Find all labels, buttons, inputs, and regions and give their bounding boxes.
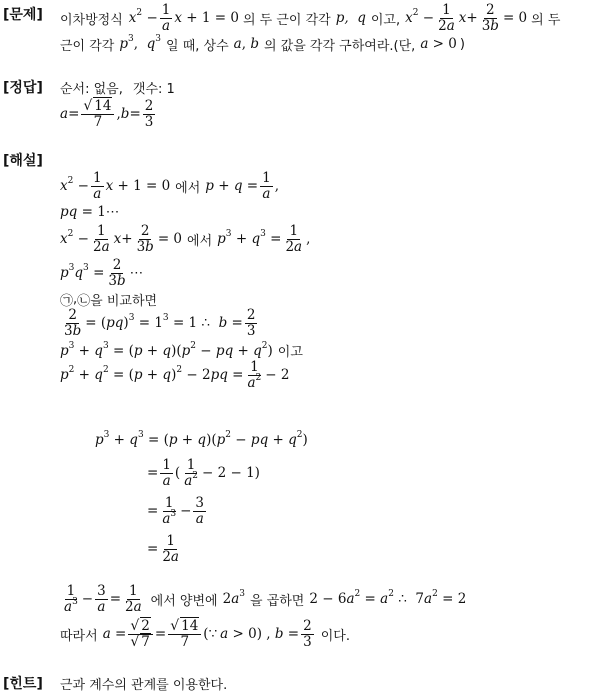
fraction: $\frac{2}{3}$ xyxy=(144,98,154,130)
fraction: $\frac{1}{2a}$ xyxy=(438,2,455,34)
math: $p^3$, $q^3$ xyxy=(119,34,162,52)
solution-text: 에서 양변에 xyxy=(150,593,218,609)
solution-line: $p^3q^3$ = $\frac{2}{3b}$ ⋯ xyxy=(60,257,144,289)
problem-text: 이고, xyxy=(370,12,401,28)
hint-text: 근과 계수의 관계를 이용한다. xyxy=(60,678,228,693)
circled-2: ㉡ xyxy=(77,294,91,309)
answer-line-1 xyxy=(60,78,175,97)
circled-1: ㉠ xyxy=(60,294,74,309)
solution-label: [해설] xyxy=(3,153,43,169)
math: a xyxy=(233,36,242,52)
answer-count: 갯수: 1 xyxy=(132,82,175,97)
math: x xyxy=(458,10,467,26)
answer-line-2: a = $\frac{√ 14}{7}$ , b = $\frac{2}{3}$ xyxy=(60,98,154,130)
problem-text: 의 두 근이 각각 xyxy=(242,12,331,28)
solution-text: 을 곱하면 xyxy=(250,593,305,609)
solution-text: 따라서 xyxy=(60,628,98,644)
problem-text: 의 값을 각각 구하여라.(단, xyxy=(263,38,416,54)
derivation-line: = $\frac{1}{a^3}$ − $\frac{3}{a}$ xyxy=(147,495,205,527)
derivation-line: = $\frac{1}{a}$ ( $\frac{1}{a^2}$ − 2 − 1) xyxy=(147,457,260,489)
answer-order: 순서: 없음, xyxy=(60,82,123,97)
solution-text: 을 비교하면 xyxy=(90,294,158,309)
problem-label: [문제] xyxy=(3,7,43,23)
math: $x^2$ − xyxy=(405,8,435,26)
problem-text: ) xyxy=(459,36,465,52)
fraction: $\frac{2}{3b}$ xyxy=(481,2,499,34)
problem-line-2: 근이 각각 $p^3$, $q^3$ 일 때, 상수 a , b 의 값을 각각 구하여라.(단, a > 0 ) xyxy=(60,34,465,54)
solution-line: ㉠ , ㉡ 을 비교하면 xyxy=(60,292,158,309)
solution-line: $x^2$ − $\frac{1}{2a}$ x + $\frac{2}{3b}$ = 0 에서 $p^3 + q^3$ = $\frac{1}{2a}$ , xyxy=(60,223,311,255)
solution-line: pq = 1⋯ xyxy=(60,204,120,220)
math: = 0 xyxy=(502,10,528,26)
hint-label: [힌트] xyxy=(3,676,43,692)
solution-line: $p^2 + q^2 = (p + q)^2 - 2pq$ = $\frac{1}{a^2}$ − 2 xyxy=(60,359,290,391)
solution-line: $\frac{2}{3b}$ = $(pq)^3 = 1^3 = 1$ ∴ b = $\frac{2}{3}$ xyxy=(64,307,256,339)
solution-line: $\frac{1}{a^3}$ − $\frac{3}{a}$ = $\frac{1}{2a}$ 에서 양변에 $2a^3$ 을 곱하면 $2 - 6a^2 = a^2$ ∴ $7a^2 = 2$ xyxy=(64,583,467,615)
math: p, q xyxy=(335,10,366,26)
answer-label: [정답] xyxy=(3,80,43,96)
solution-text: 이다. xyxy=(320,628,350,644)
solution-text: 에서 xyxy=(187,233,213,249)
derivation-line: $p^3 + q^3 = (p + q)(p^2$ − pq + $q^2$) xyxy=(95,430,308,448)
solution-line: $x^2$ − $\frac{1}{a}$ x + 1 = 0 에서 p + q = $\frac{1}{a}$ , xyxy=(60,170,279,202)
math: a > 0 xyxy=(420,36,457,52)
fraction: $\frac{1}{a}$ xyxy=(161,2,171,34)
math: x + 1 = 0 xyxy=(174,10,239,26)
math: a xyxy=(60,106,69,122)
problem-text: 근이 각각 xyxy=(60,38,115,54)
solution-line: $p^3 + q^3 = (p + q)(p^2$ − pq + $q^2$) 이고 xyxy=(60,340,303,360)
problem-text: 이차방정식 xyxy=(60,12,123,28)
problem-line-1: 이차방정식 $x^2$ − $\frac{1}{a}$ x + 1 = 0 의 두 근이 각각 p, q 이고, $x^2$ − $\frac{1}{2a}$ x + $\frac{2}{3b}$ = 0 의 두 xyxy=(60,2,561,34)
solution-line: 따라서 a = $\frac{√ 2}{√ 7}$ = $\frac{√ 14}{7}$ (∵ a > 0) , b = $\frac{2}{3}$ 이다. xyxy=(60,617,350,650)
fraction: $\frac{√ 14}{7}$ xyxy=(81,99,114,129)
solution-text: 이고 xyxy=(277,345,303,360)
derivation-line: = $\frac{1}{2a}$ xyxy=(147,533,179,565)
solution-text: 에서 xyxy=(175,180,201,196)
problem-text: 일 때, 상수 xyxy=(166,38,229,54)
problem-text: 의 두 xyxy=(531,12,561,28)
math: $x^2$ − xyxy=(128,8,158,26)
solution-text: (∵ xyxy=(203,626,218,642)
